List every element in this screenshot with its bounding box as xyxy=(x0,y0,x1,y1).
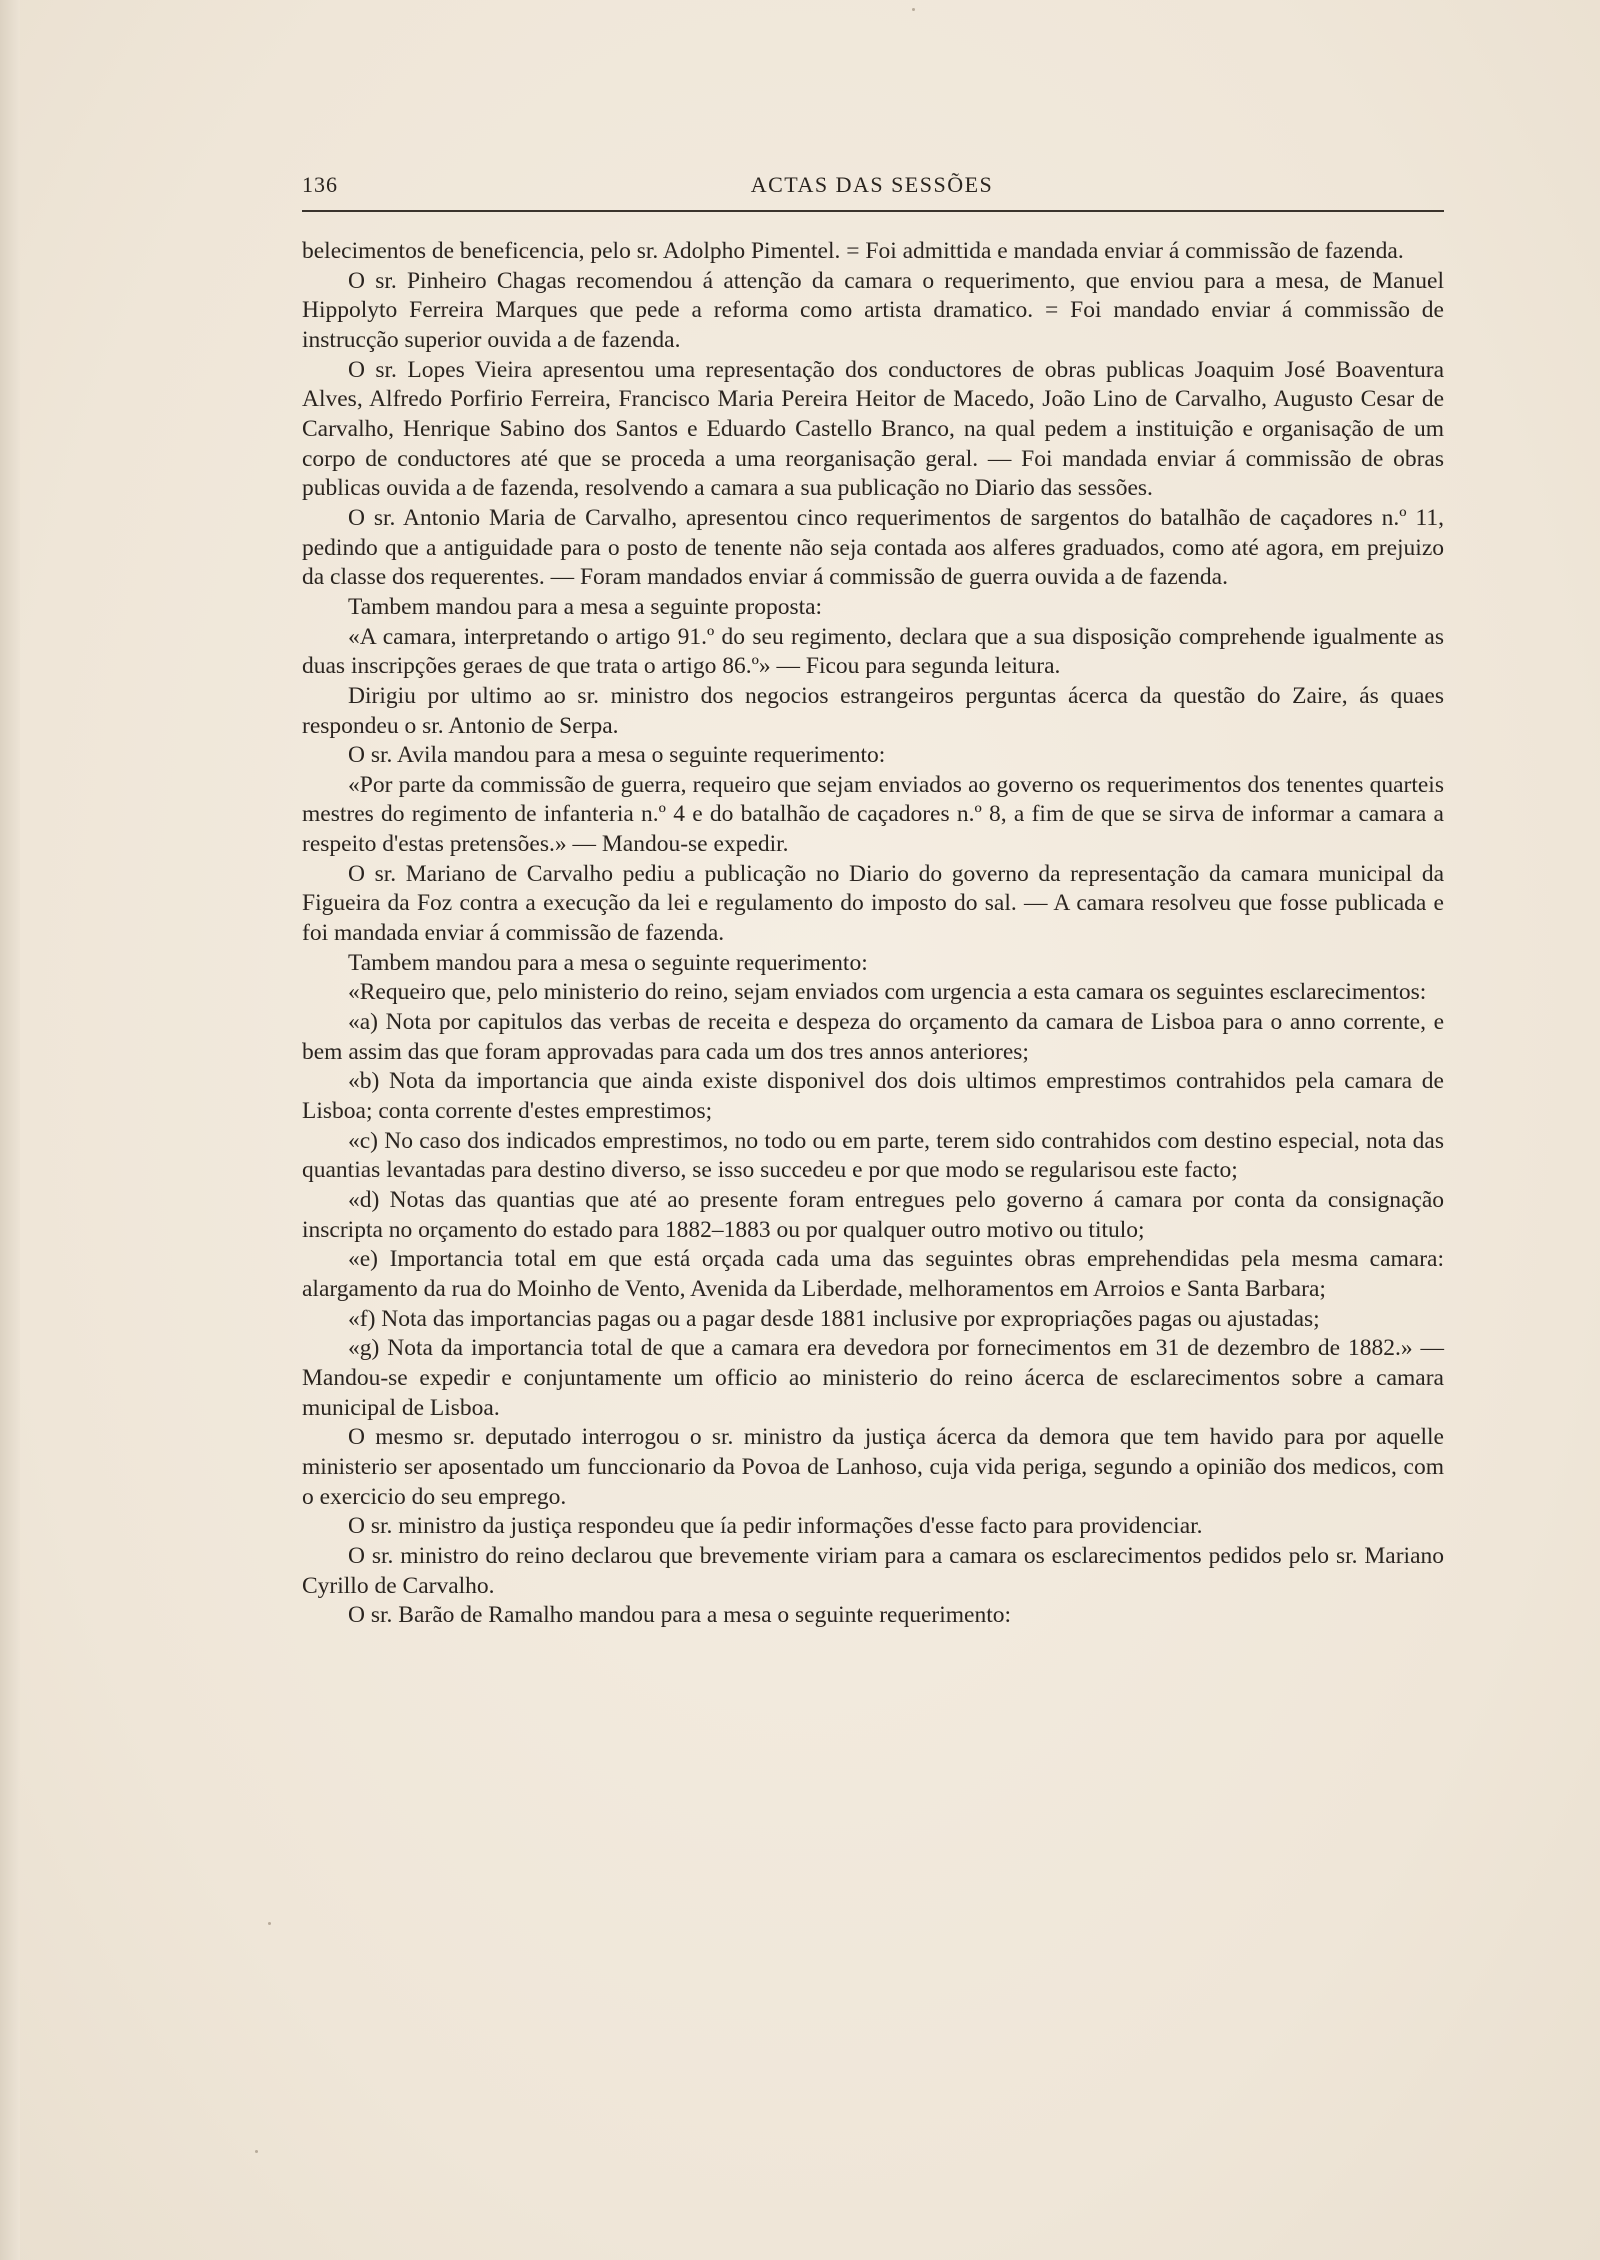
paper-speck xyxy=(912,8,915,11)
paragraph: «A camara, interpretando o artigo 91.º do seu regimento, declara que a sua disposição comprehende igualmente as duas inscripções geraes de que trata o artigo 86.º» — Ficou para segunda leitura. xyxy=(302,623,1444,680)
body-text xyxy=(302,237,1444,1631)
paragraph: O sr. Antonio Maria de Carvalho, apresentou cinco requerimentos de sargentos do batalhão de caçadores n.º 11, pedindo que a antiguidade para o posto de tenente não seja contada aos alferes graduados, como até agora, em prejuizo da classe dos requerentes. — Foram mandados enviar á commissão de guerra ouvida a de fazenda. xyxy=(302,504,1444,591)
paragraph: O sr. ministro da justiça respondeu que ía pedir informações d'esse facto para providenciar. xyxy=(348,1513,1203,1540)
paragraph: «e) Importancia total em que está orçada cada uma das seguintes obras emprehendidas pela mesma camara: alargamento da rua do Moinho de Vento, Avenida da Liberdade, melhoramentos em Arroios e Santa Barbara; xyxy=(302,1246,1444,1302)
paragraph: belecimentos de beneficencia, pelo sr. Adolpho Pimentel. = Foi admittida e mandada enviar á commissão de fazenda. xyxy=(302,238,1404,264)
paragraph: «b) Nota da importancia que ainda existe disponivel dos dois ultimos emprestimos contrahidos pela camara de Lisboa; conta corrente d'estes emprestimos; xyxy=(302,1068,1444,1125)
running-title: ACTAS DAS SESSÕES xyxy=(750,172,994,197)
page-edge-shadow xyxy=(0,0,20,2260)
paragraph: O sr. Barão de Ramalho mandou para a mesa o seguinte requerimento: xyxy=(348,1602,1012,1629)
page-number: 136 xyxy=(302,172,338,197)
paragraph: Dirigiu por ultimo ao sr. ministro dos negocios estrangeiros perguntas ácerca da questão do Zaire, ás quaes respondeu o sr. Antonio de Serpa. xyxy=(302,682,1444,739)
paragraph: O sr. Avila mandou para a mesa o seguinte requerimento: xyxy=(348,742,886,769)
paragraph: O mesmo sr. deputado interrogou o sr. ministro da justiça ácerca da demora que tem havido para por aquelle ministerio ser aposentado um funccionario da Povoa de Lanhoso, cuja vida periga, segundo a opinião dos medicos, com o exercicio do seu emprego. xyxy=(302,1424,1444,1510)
paper-speck xyxy=(255,2150,258,2153)
page-header xyxy=(302,172,1442,204)
paragraph: O sr. Mariano de Carvalho pediu a publicação no Diario do governo da representação da camara municipal da Figueira da Foz contra a execução da lei e regulamento do imposto do sal. — A camara resolveu que fosse publicada e foi mandada enviar á commissão de fazenda. xyxy=(302,860,1444,947)
paragraph: «g) Nota da importancia total de que a camara era devedora por fornecimentos em 31 de dezembro de 1882.» — Mandou-se expedir e conjuntamente um officio ao ministerio do reino ácerca de esclarecimentos sobre a camara municipal de Lisboa. xyxy=(302,1335,1444,1421)
paragraph: «a) Nota por capitulos das verbas de receita e despeza do orçamento da camara de Lisboa para o anno corrente, e bem assim das que foram approvadas para cada um dos tres annos anteriores; xyxy=(302,1009,1444,1065)
paper-speck xyxy=(268,1922,271,1925)
paragraph: O sr. Pinheiro Chagas recomendou á attenção da camara o requerimento, que enviou para a mesa, de Manuel Hippolyto Ferreira Marques que pede a reforma como artista dramatico. = Foi mandado enviar á commissão de instrucção superior ouvida a de fazenda. xyxy=(302,267,1444,353)
paragraph: Tambem mandou para a mesa a seguinte proposta: xyxy=(348,593,823,620)
header-rule xyxy=(302,210,1444,212)
paragraph: O sr. Lopes Vieira apresentou uma representação dos conductores de obras publicas Joaquim José Boaventura Alves, Alfredo Porfirio Ferreira, Francisco Maria Pereira Heitor de Macedo, João Lino de Carvalho, Augusto Cesar de Carvalho, Henrique Sabino dos Santos e Eduardo Castello Branco, na qual pedem a instituição e organisação de um corpo de conductores até que se proceda a uma reorganisação geral. — Foi mandada enviar á commissão de obras publicas ouvida a de fazenda, resolvendo a camara a sua publicação no Diario das sessões. xyxy=(302,356,1444,502)
paragraph: «c) No caso dos indicados emprestimos, no todo ou em parte, terem sido contrahidos com destino especial, nota das quantias levantadas para destino diverso, se isso succedeu e por que modo se regularisou este facto; xyxy=(302,1127,1444,1184)
paragraph: Tambem mandou para a mesa o seguinte requerimento: xyxy=(348,949,868,976)
paragraph: «Requeiro que, pelo ministerio do reino, sejam enviados com urgencia a esta camara os seguintes esclarecimentos: xyxy=(348,979,1427,1006)
paragraph: «f) Nota das importancias pagas ou a pagar desde 1881 inclusive por expropriações pagas ou ajustadas; xyxy=(348,1305,1320,1332)
paragraph: «Por parte da commissão de guerra, requeiro que sejam enviados ao governo os requerimentos dos tenentes quarteis mestres do regimento de infanteria n.º 4 e do batalhão de caçadores n.º 8, a fim de que se sirva de informar a camara a respeito d'estas pretensões.» — Mandou-se expedir. xyxy=(302,771,1444,858)
paragraph: «d) Notas das quantias que até ao presente foram entregues pelo governo á camara por conta da consignação inscripta no orçamento do estado para 1882–1883 ou por qualquer outro motivo ou titulo; xyxy=(302,1187,1444,1243)
paragraph: O sr. ministro do reino declarou que brevemente viriam para a camara os esclarecimentos pedidos pelo sr. Mariano Cyrillo de Carvalho. xyxy=(302,1542,1444,1599)
